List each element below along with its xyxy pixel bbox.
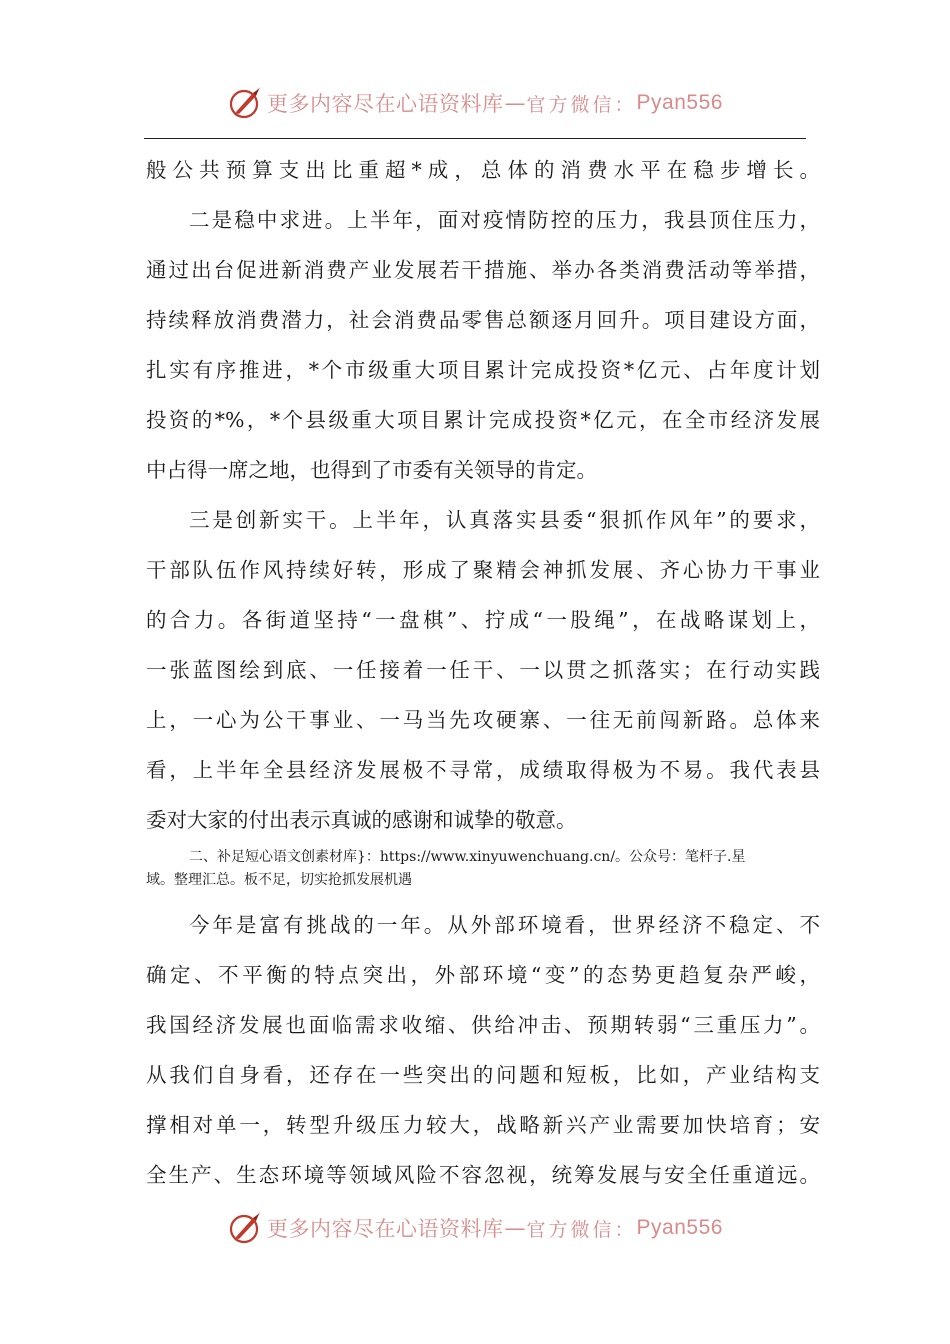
footer-banner-wechat-id: Pyan556 bbox=[636, 1216, 723, 1239]
body-line: 投资的*%，*个县级重大项目累计完成投资*亿元，在全市经济发展 bbox=[146, 408, 820, 432]
footer-banner bbox=[0, 1203, 950, 1253]
body-line: 持续释放消费潜力，社会消费品零售总额逐月回升。项目建设方面， bbox=[146, 308, 820, 332]
body-line: 二是稳中求进。上半年，面对疫情防控的压力，我县顶住压力， bbox=[189, 208, 820, 232]
footer-banner-dash: — bbox=[504, 1216, 526, 1240]
body-line: 今年是富有挑战的一年。从外部环境看，世界经济不稳定、不 bbox=[189, 913, 820, 937]
body-line: 三是创新实干。上半年，认真落实县委“狠抓作风年”的要求， bbox=[189, 508, 820, 532]
body-line: 从我们自身看，还存在一些突出的问题和短板，比如，产业结构支 bbox=[146, 1063, 820, 1087]
body-line: 干部队伍作风持续好转，形成了聚精会神抓发展、齐心协力干事业 bbox=[146, 558, 820, 582]
section-note-line: 二、补足短心语文创素材库}：https://www.xinyuwenchuang.cn/。公众号：笔杆子.星 bbox=[189, 849, 746, 865]
header-banner-wechat-id: Pyan556 bbox=[636, 91, 723, 114]
footer-banner-sub-text: 官方微信： bbox=[526, 1218, 637, 1241]
quill-seal-logo-icon bbox=[227, 1210, 263, 1246]
section-note-line: 域。整理汇总。板不足，切实抢抓发展机遇 bbox=[146, 872, 412, 888]
header-banner-dash: — bbox=[504, 91, 526, 115]
header-banner-sub-text: 官方微信： bbox=[526, 93, 637, 116]
body-line: 全生产、生态环境等领域风险不容忽视，统筹发展与安全任重道远。 bbox=[146, 1163, 820, 1187]
header-banner bbox=[0, 78, 950, 128]
body-line: 一张蓝图绘到底、一任接着一任干、一以贯之抓落实；在行动实践 bbox=[146, 658, 820, 682]
body-line: 上，一心为公干事业、一马当先攻硬寨、一往无前闯新路。总体来 bbox=[146, 708, 820, 732]
footer-banner-main-text: 更多内容尽在心语资料库 bbox=[267, 1217, 504, 1241]
header-rule bbox=[144, 138, 806, 139]
body-line: 通过出台促进新消费产业发展若干措施、举办各类消费活动等举措， bbox=[146, 258, 820, 282]
body-line: 撑相对单一，转型升级压力较大，战略新兴产业需要加快培育；安 bbox=[146, 1113, 820, 1137]
body-line: 我国经济发展也面临需求收缩、供给冲击、预期转弱“三重压力”。 bbox=[146, 1013, 820, 1037]
body-line: 扎实有序推进，*个市级重大项目累计完成投资*亿元、占年度计划 bbox=[146, 358, 820, 382]
body-line: 般公共预算支出比重超*成，总体的消费水平在稳步增长。 bbox=[146, 158, 820, 182]
body-line: 看，上半年全县经济发展极不寻常，成绩取得极为不易。我代表县 bbox=[146, 758, 820, 782]
document-body bbox=[146, 145, 820, 1200]
body-line: 委对大家的付出表示真诚的感谢和诚挚的敬意。 bbox=[146, 808, 577, 832]
header-banner-main-text: 更多内容尽在心语资料库 bbox=[267, 92, 504, 116]
quill-seal-logo-icon bbox=[227, 85, 263, 121]
body-line: 中占得一席之地，也得到了市委有关领导的肯定。 bbox=[146, 458, 597, 482]
body-line: 的合力。各街道坚持“一盘棋”、拧成“一股绳”，在战略谋划上， bbox=[146, 608, 820, 632]
body-line: 确定、不平衡的特点突出，外部环境“变”的态势更趋复杂严峻， bbox=[146, 963, 820, 987]
